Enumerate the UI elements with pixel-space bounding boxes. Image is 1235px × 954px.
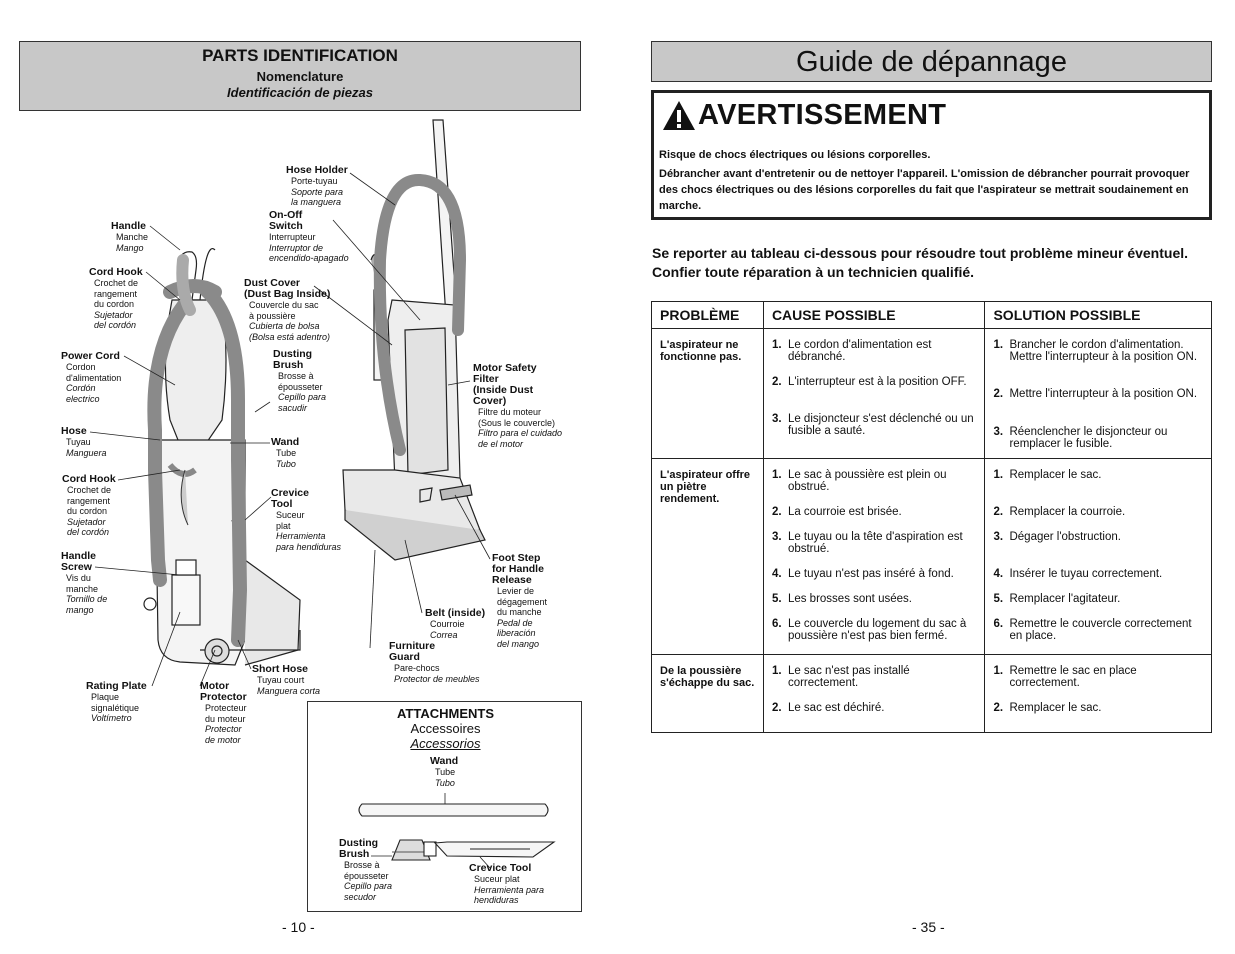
troubleshooting-table [651,301,1212,733]
warning-triangle-icon [662,100,696,132]
label-wand: Wand Tube Tubo [271,436,300,469]
label-rating-plate: Rating Plate Plaque signalétique Voltímetro [86,680,147,723]
header-solution: SOLUTION POSSIBLE [985,302,1212,329]
label-hose-holder: Hose Holder Porte-tuyau Soporte para la manguera [286,164,348,207]
label-foot-step: Foot Step for Handle Release Levier de dégagement du manche Pedal de liberación del mango [492,552,548,649]
label-furniture-guard: Furniture Guard Pare-chocs Protector de meubles [389,640,480,684]
page-number-left: - 10 - [282,919,315,935]
parts-subtitle-fr: Nomenclature [256,69,344,84]
intro-text: Se reporter au tableau ci-dessous pour résoudre tout problème mineur éventuel. Confier toute réparation à un technicien qualifié. [652,245,1189,280]
label-motor-safety-filter: Motor Safety Filter (Inside Dust Cover) Filtre du moteur (Sous le couvercle) Filtro para el cuidado de el motor [473,362,563,449]
label-dusting-brush: Dusting Brush Brosse à épousseter Cepillo para sacudir [273,348,327,413]
solution-cell: 1. Brancher le cordon d'alimentation. Mettre l'interrupteur à la position ON. 2. Mettre l'interrupteur à la position ON. 3. Réenclencher le disjoncteur ou remplacer le fusible. [985,329,1212,459]
table-row [652,329,1212,459]
table-row [652,459,1212,655]
warning-box [651,90,1212,220]
parts-title: PARTS IDENTIFICATION [202,46,398,65]
warning-heading: AVERTISSEMENT [698,99,947,131]
label-handle-screw: Handle Screw Vis du manche Tornillo de mango [61,550,108,615]
cause-cell: 1. Le cordon d'alimentation est débranché. 2. L'interrupteur est à la position OFF. 3. Le disjoncteur s'est déclenché ou un fusible a sauté. [763,329,985,459]
attachments-title: ATTACHMENTS Accessoires Accessorios [396,706,494,751]
attachment-label-dusting-brush: Dusting Brush Brosse à épousseter Cepillo para secudor [339,837,393,902]
warning-line-2: Débrancher avant d'entretenir ou de nettoyer l'appareil. L'omission de débrancher pourrait provoquer des chocs électriques ou des lésions corporelles du fait que l'aspirateur se mettrait soudainement en marche. [659,168,1190,212]
label-handle: Handle Manche Mango [111,220,149,253]
label-on-off-switch: On-Off Switch Interrupteur Interruptor de encendido-apagado [269,209,349,263]
label-motor-protector: Motor Protector Protecteur du moteur Protector de motor [200,680,247,745]
problem-cell: L'aspirateur ne fonctionne pas. [652,329,764,459]
problem-cell: L'aspirateur offre un piètre rendement. [652,459,764,655]
label-power-cord: Power Cord Cordon d'alimentation Cordón electrico [61,350,122,404]
label-crevice-tool: Crevice Tool Suceur plat Herramienta para hendiduras [271,487,342,552]
header-probleme: PROBLÈME [652,302,764,329]
label-belt: Belt (inside) Courroie Correa [425,607,486,640]
solution-cell: 1. Remettre le sac en place correctement. 2. Remplacer le sac. [985,655,1212,733]
label-dust-cover: Dust Cover (Dust Bag Inside) Couvercle du sac à poussière Cubierta de bolsa (Bolsa está adentro) [244,277,331,342]
table-row [652,655,1212,733]
label-short-hose: Short Hose Tuyau court Manguera corta [252,663,321,696]
guide-title: Guide de dépannage [651,41,1212,82]
label-cord-hook-top: Cord Hook Crochet de rangement du cordon Sujetador del cordón [89,266,143,330]
problem-cell: De la poussière s'échappe du sac. [652,655,764,733]
header-cause: CAUSE POSSIBLE [763,302,985,329]
cause-cell: 1. Le sac à poussière est plein ou obstrué. 2. La courroie est brisée. 3. Le tuyau ou la tête d'aspiration est obstrué. 4. Le tuyau n'est pas inséré à fond. 5. Les brosses sont usées. 6. Le couvercle du logement du sac à poussière n'est pas bien fermé. [763,459,985,655]
warning-line-1: Risque de chocs électriques ou lésions corporelles. [659,149,931,161]
label-hose: Hose Tuyau Manguera [61,425,107,458]
parts-subtitle-es: Identificación de piezas [227,85,373,100]
page-number-right: - 35 - [912,919,945,935]
cause-cell: 1. Le sac n'est pas installé correctement. 2. Le sac est déchiré. [763,655,985,733]
attachment-label-crevice-tool: Crevice Tool Suceur plat Herramienta para hendiduras [469,862,545,905]
attachment-label-wand: Wand Tube Tubo [430,755,459,788]
solution-cell: 1. Remplacer le sac. 2. Remplacer la courroie. 3. Dégager l'obstruction. 4. Insérer le tuyau correctement. 5. Remplacer l'agitateur. 6. Remettre le couvercle correctement en place. [985,459,1212,655]
label-cord-hook-bottom: Cord Hook Crochet de rangement du cordon Sujetador del cordón [62,473,116,537]
